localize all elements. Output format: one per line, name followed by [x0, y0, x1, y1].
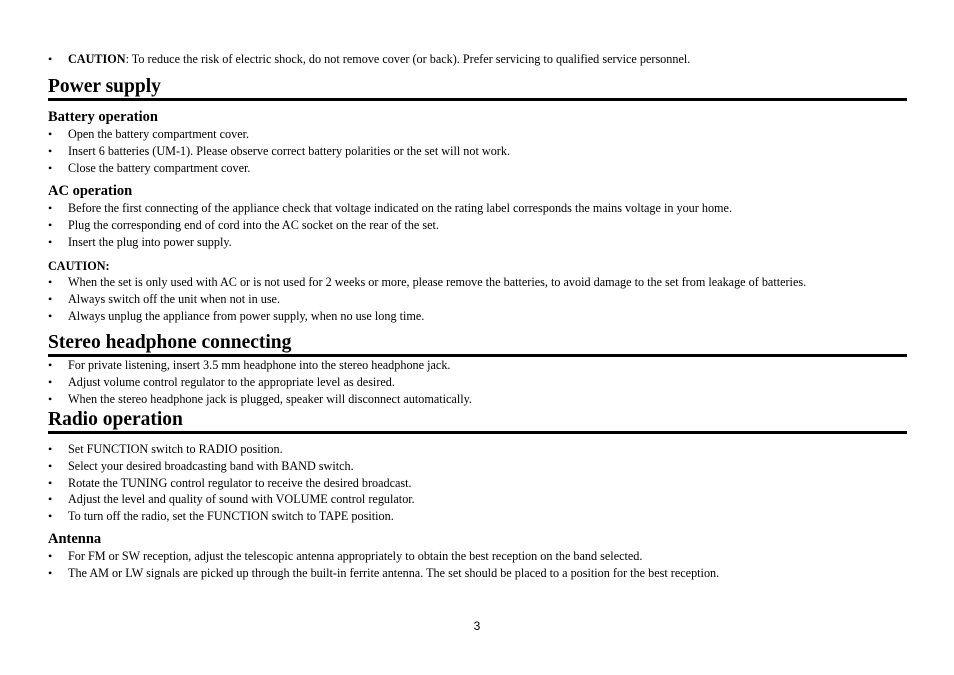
list-item: • Adjust volume control regulator to the appropriate level as desired. — [48, 374, 907, 391]
power-caution-section — [48, 258, 806, 324]
headphone-section — [48, 332, 907, 407]
power-caution-heading: CAUTION: — [48, 259, 110, 273]
radio-heading: Radio operation — [48, 409, 907, 434]
antenna-heading: Antenna — [48, 531, 102, 547]
list-item: • Select your desired broadcasting band with BAND switch. — [48, 458, 907, 475]
power-supply-section — [48, 76, 907, 101]
headphone-heading: Stereo headphone connecting — [48, 332, 907, 357]
list-item: • Plug the corresponding end of cord into the AC socket on the rear of the set. — [48, 217, 732, 234]
caution-label: CAUTION — [68, 52, 126, 66]
power-caution-list — [48, 274, 806, 324]
radio-section — [48, 409, 907, 525]
page-number: 3 — [473, 619, 481, 633]
list-item: • Always switch off the unit when not in use. — [48, 291, 806, 308]
list-item: • Adjust the level and quality of sound with VOLUME control regulator. — [48, 491, 907, 508]
list-item: • For private listening, insert 3.5 mm headphone into the stereo headphone jack. — [48, 357, 907, 374]
list-item: • When the stereo headphone jack is plugged, speaker will disconnect automatically. — [48, 391, 907, 408]
list-item: • The AM or LW signals are picked up through the built-in ferrite antenna. The set should be placed to a position for the best reception. — [48, 565, 719, 582]
ac-operation-heading: AC operation — [48, 183, 133, 199]
top-caution-item — [48, 51, 690, 68]
caution-text: : To reduce the risk of electric shock, do not remove cover (or back). Prefer servicing to qualified service personnel. — [125, 52, 691, 66]
list-item: • Close the battery compartment cover. — [48, 160, 510, 177]
ac-operation-section — [48, 183, 732, 250]
headphone-list — [48, 357, 907, 407]
list-item: • Rotate the TUNING control regulator to receive the desired broadcast. — [48, 475, 907, 492]
radio-list — [48, 441, 907, 525]
list-item: • Insert 6 batteries (UM-1). Please observe correct battery polarities or the set will not work. — [48, 143, 510, 160]
list-item: • Open the battery compartment cover. — [48, 126, 510, 143]
battery-operation-list — [48, 126, 510, 176]
top-caution-list — [48, 51, 690, 68]
antenna-section — [48, 531, 719, 582]
battery-operation-heading: Battery operation — [48, 109, 158, 125]
list-item: • To turn off the radio, set the FUNCTION switch to TAPE position. — [48, 508, 907, 525]
ac-operation-list — [48, 200, 732, 250]
antenna-list — [48, 548, 719, 582]
list-item: • Always unplug the appliance from power supply, when no use long time. — [48, 308, 806, 325]
power-supply-heading: Power supply — [48, 76, 907, 101]
list-item: • Insert the plug into power supply. — [48, 234, 732, 251]
battery-operation-section — [48, 109, 510, 176]
list-item: • Before the first connecting of the appliance check that voltage indicated on the rating label corresponds the mains voltage in your home. — [48, 200, 732, 217]
list-item: • Set FUNCTION switch to RADIO position. — [48, 441, 907, 458]
list-item: • When the set is only used with AC or is not used for 2 weeks or more, please remove the batteries, to avoid damage to the set from leakage of batteries. — [48, 274, 806, 291]
list-item: • For FM or SW reception, adjust the telescopic antenna appropriately to obtain the best reception on the band selected. — [48, 548, 719, 565]
